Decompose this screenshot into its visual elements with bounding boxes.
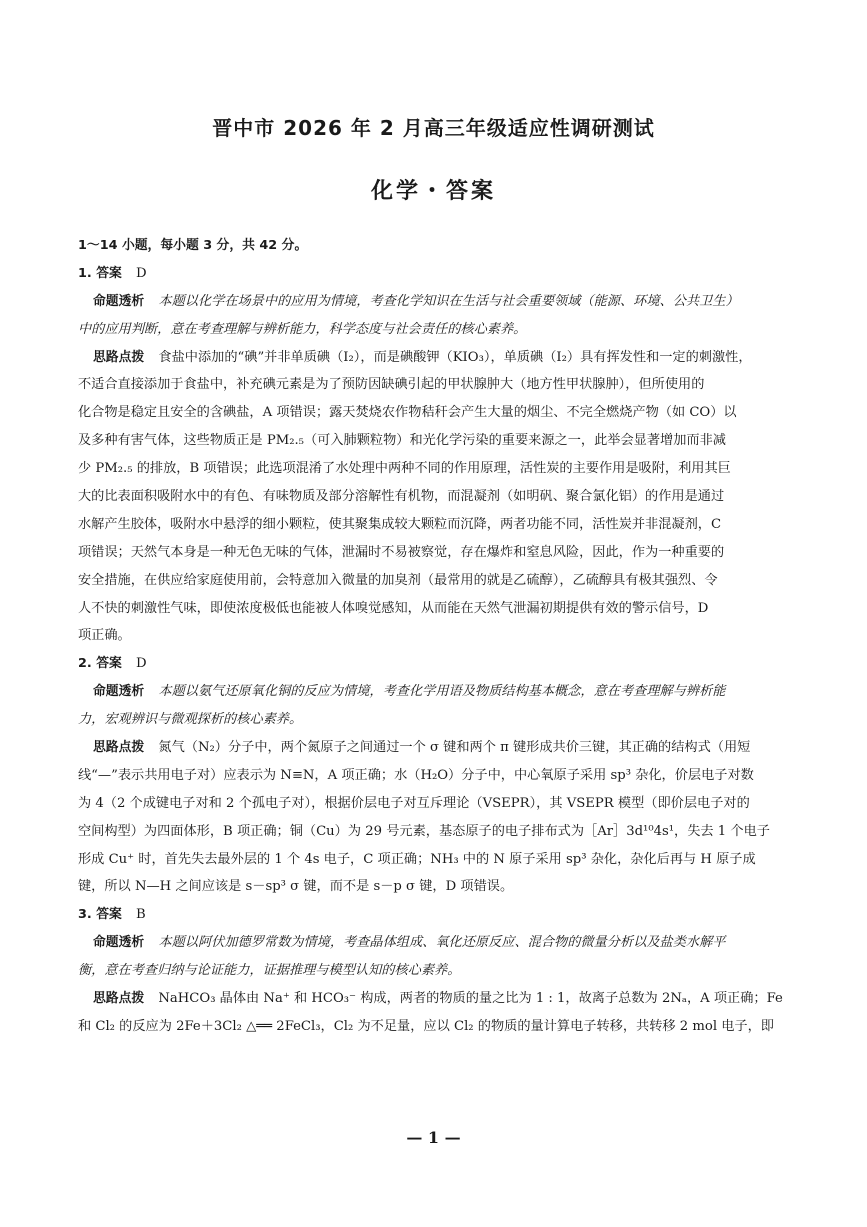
q3-answer-label: 3. 答案 (78, 907, 122, 923)
q1-analysis-text-2: 中的应用判断，意在考查理解与辨析能力，科学态度与社会责任的核心素养。 (78, 321, 527, 337)
q3-hint-line-1 (78, 985, 790, 1013)
q2-hint-text-3: 为 4（2 个成键电子对和 2 个孤电子对），根据价层电子对互斥理论（VSEPR），其 VSEPR 模型（即价层电子对的 (78, 795, 750, 811)
q2-hint-text-2: 线“—”表示共用电子对）应表示为 N≡N，A 项正确；水（H₂O）分子中，中心氧原子采用 sp³ 杂化，价层电子对数 (78, 767, 754, 783)
q2-analysis-line-1 (78, 678, 790, 706)
q1-hint-text-9: 安全措施，在供应给家庭使用前，会特意加入微量的加臭剂（最常用的就是乙硫醇），乙硫醇具有极其强烈、令 (78, 572, 718, 588)
q3-analysis-text-1: 本题以阿伏加德罗常数为情境，考查晶体组成、氧化还原反应、混合物的微量分析以及盐类水解平 (158, 935, 726, 951)
q2-answer-line (78, 650, 790, 678)
q1-hint-text-5: 少 PM₂.₅ 的排放，B 项错误；此选项混淆了水处理中两种不同的作用原理，活性炭的主要作用是吸附，利用其巨 (78, 461, 731, 477)
q1-analysis-label: 命题透析 (93, 293, 145, 309)
page-subtitle: 化学・答案 (370, 179, 496, 204)
q1-analysis-text-1: 本题以化学在场景中的应用为情境，考查化学知识在生活与社会重要领域（能源、环境、公共卫生） (158, 293, 739, 309)
q1-answer-line (78, 260, 790, 288)
q1-analysis-line-1 (78, 288, 790, 316)
q2-hint-label: 思路点拨 (93, 740, 145, 756)
q1-hint-text-4: 及多种有害气体，这些物质正是 PM₂.₅（可入肺颗粒物）和光化学污染的重要来源之一，此举会显著增加而非减 (78, 433, 726, 449)
page-title: 晋中市 2026 年 2 月高三年级适应性调研测试 (212, 116, 655, 140)
q1-hint-text-8: 项错误；天然气本身是一种无色无味的气体，泄漏时不易被察觉，存在爆炸和窒息风险，因此，作为一种重要的 (78, 544, 725, 560)
q2-analysis-text-1: 本题以氨气还原氧化铜的反应为情境，考查化学用语及物质结构基本概念，意在考查理解与辨析能 (158, 684, 726, 700)
q2-hint-line-1 (78, 734, 790, 762)
q3-answer-value: B (136, 907, 146, 923)
q3-answer-line (78, 901, 790, 929)
q2-hint-text-1: 氮气（N₂）分子中，两个氮原子之间通过一个 σ 键和两个 π 键形成共价三键，其正确的结构式（用短 (158, 740, 751, 756)
q1-hint-text-3: 化合物是稳定且安全的含碘盐，A 项错误；露天焚烧农作物秸秆会产生大量的烟尘、不完全燃烧产物（如 CO）以 (78, 405, 737, 421)
q3-analysis-label: 命题透析 (93, 935, 145, 951)
page-number: — 1 — (406, 1128, 461, 1147)
q1-hint-text-6: 大的比表面积吸附水中的有色、有味物质及部分溶解性有机物，而混凝剂（如明矾、聚合氯化铝）的作用是通过 (78, 489, 725, 505)
q2-answer-value: D (136, 656, 147, 672)
q2-analysis-text-2: 力，宏观辨识与微观探析的核心素养。 (78, 712, 303, 728)
q1-answer-label: 1. 答案 (78, 265, 122, 281)
q1-hint-text-7: 水解产生胶体，吸附水中悬浮的细小颗粒，使其聚集成较大颗粒而沉降，两者功能不同，活性炭并非混凝剂，C (78, 516, 722, 532)
q1-hint-text-11: 项正确。 (78, 628, 131, 644)
q1-hint-text-10: 人不快的刺激性气味，即使浓度极低也能被人体嗅觉感知，从而能在天然气泄漏初期提供有效的警示信号，D (78, 600, 709, 616)
q1-hint-line-1 (78, 344, 790, 372)
q2-hint-text-4: 空间构型）为四面体形，B 项正确；铜（Cu）为 29 号元素，基态原子的电子排布式为［Ar］3d¹⁰4s¹，失去 1 个电子 (78, 823, 770, 839)
q1-answer-value: D (136, 265, 147, 281)
q3-hint-text-2: 和 Cl₂ 的反应为 2Fe＋3Cl₂ △══ 2FeCl₃，Cl₂ 为不足量，应以 Cl₂ 的物质的量计算电子转移，共转移 2 mol 电子，即 (78, 1018, 774, 1034)
q3-hint-label: 思路点拨 (93, 991, 145, 1007)
q3-hint-text-1: NaHCO₃ 晶体由 Na⁺ 和 HCO₃⁻ 构成，两者的物质的量之比为 1 : 1，故离子总数为 2Nₐ，A 项正确；Fe (158, 991, 783, 1007)
q2-analysis-label: 命题透析 (93, 684, 145, 700)
answer-content (78, 232, 790, 1041)
q2-hint-text-5: 形成 Cu⁺ 时，首先失去最外层的 1 个 4s 电子，C 项正确；NH₃ 中的 N 原子采用 sp³ 杂化，杂化后再与 H 原子成 (78, 851, 756, 867)
q2-hint-text-6: 键，所以 N—H 之间应该是 s－sp³ σ 键，而不是 s－p σ 键，D 项错误。 (78, 879, 514, 895)
scoring-intro: 1～14 小题，每小题 3 分，共 42 分。 (78, 238, 308, 253)
q3-analysis-line-1 (78, 929, 790, 957)
q1-hint-label: 思路点拨 (93, 349, 145, 365)
q1-hint-text-1: 食盐中添加的“碘”并非单质碘（I₂），而是碘酸钾（KIO₃），单质碘（I₂）具有挥发性和一定的刺激性， (158, 349, 752, 365)
q1-hint-text-2: 不适合直接添加于食盐中，补充碘元素是为了预防因缺碘引起的甲状腺肿大（地方性甲状腺肿），但所使用的 (78, 377, 705, 393)
q2-answer-label: 2. 答案 (78, 656, 122, 672)
q3-analysis-text-2: 衡，意在考查归纳与论证能力，证据推理与模型认知的核心素养。 (78, 963, 461, 979)
